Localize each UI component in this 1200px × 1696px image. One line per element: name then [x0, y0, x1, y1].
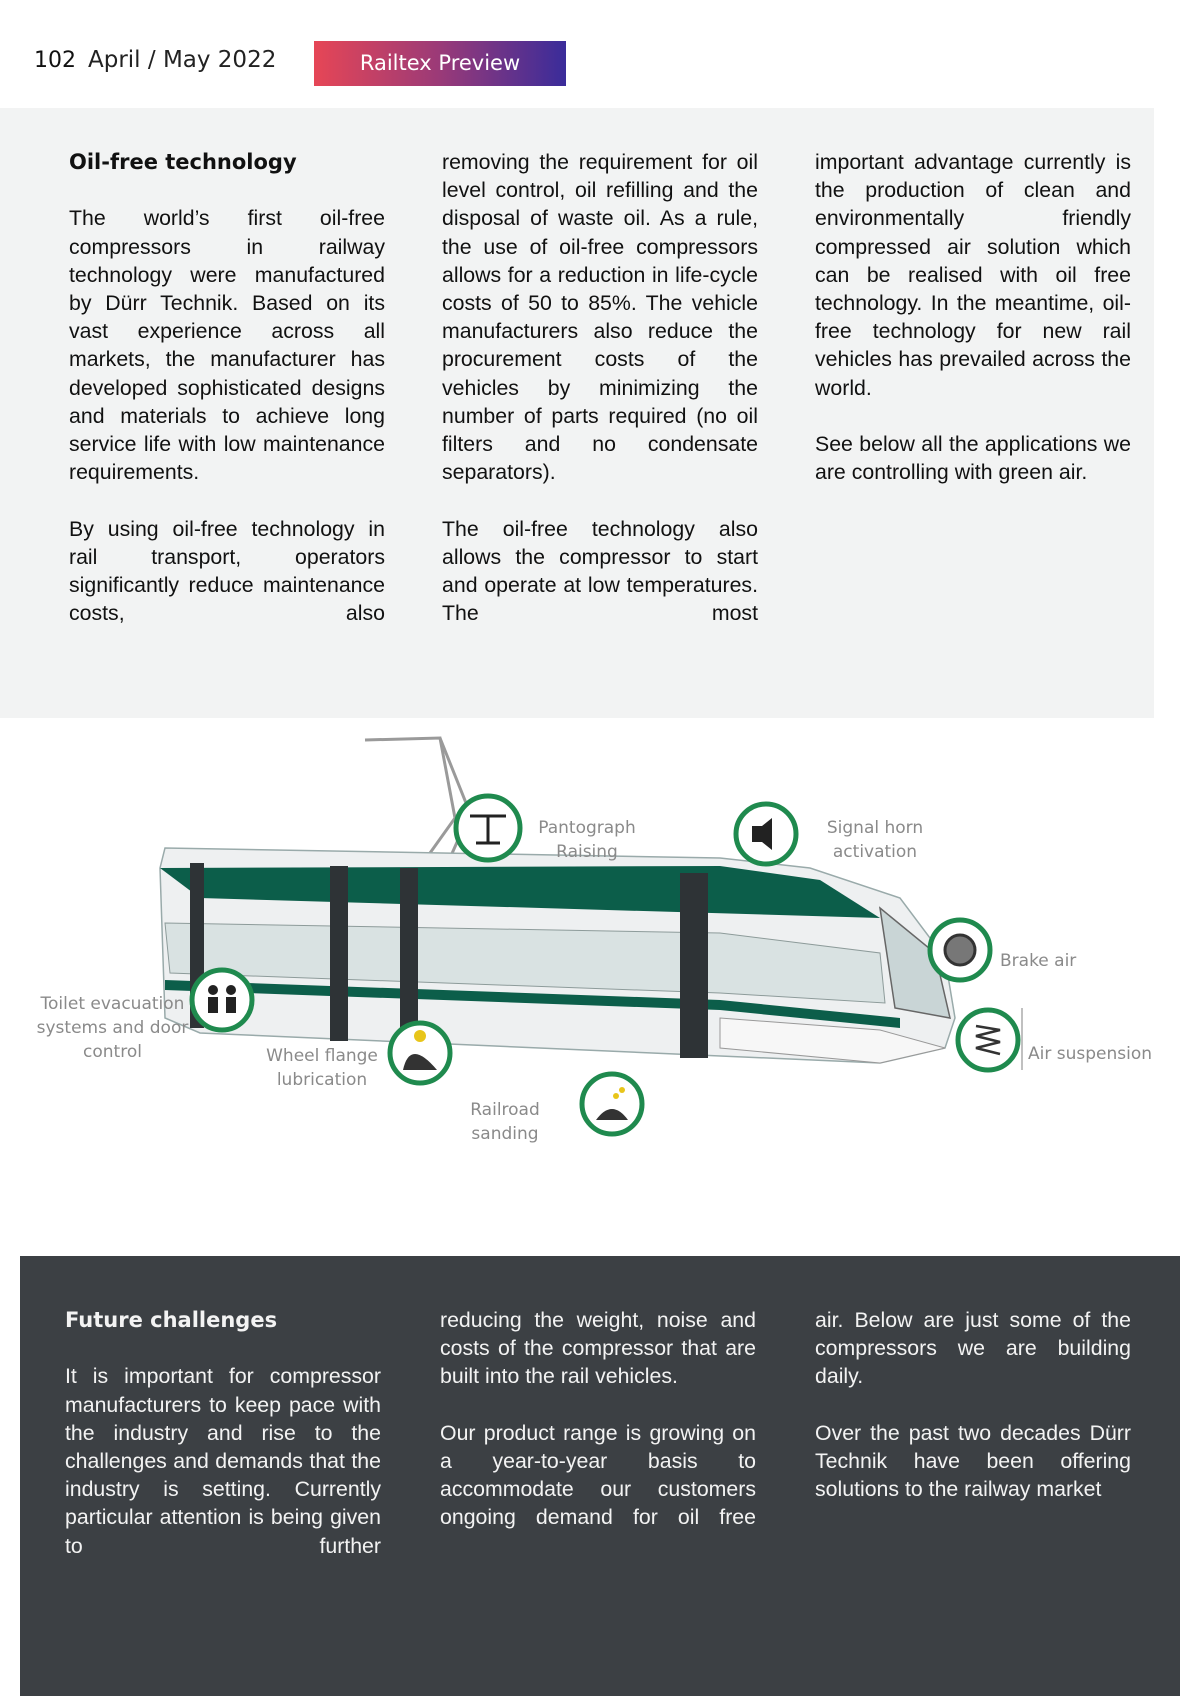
callout-line: Signal horn: [826, 818, 924, 838]
oil-free-heading: Oil-free technology: [69, 150, 297, 174]
paragraph: removing the requirement for oil level control, oil refilling and the disposal of waste oil. As a rule, the use of oil-free compressors allows for a reduction in life-cycle costs of 50 to 85%. The vehicle manufacturers also reduce the procurement costs of the vehicles by minimizing the number of parts required (no oil filters and no condensate separators).: [442, 150, 758, 485]
future-column-3: [815, 1306, 1131, 1532]
callout-line: Toilet evacuation: [40, 994, 185, 1014]
callout-line: sanding: [471, 1124, 539, 1144]
oil-free-column-3: [815, 148, 1131, 515]
railroad-sanding-icon: [582, 1074, 642, 1134]
paragraph: reducing the weight, noise and costs of the compressor that are built into the rail vehicles.: [440, 1308, 756, 1389]
paragraph: air. Below are just some of the compressors we are building daily.: [815, 1308, 1131, 1389]
signal-horn-icon: [736, 804, 796, 864]
issue-date: April / May 2022: [88, 47, 277, 73]
paragraph: By using oil-free technology in rail transport, operators significantly reduce maintenance costs, also: [69, 516, 385, 626]
paragraph: Over the past two decades Dürr Technik have been offering solutions to the railway market: [815, 1420, 1131, 1502]
brake-air-icon: [930, 920, 990, 980]
callout-line: lubrication: [276, 1070, 368, 1090]
section-badge: Railtex Preview: [314, 41, 566, 86]
callout-line: activation: [832, 842, 918, 862]
callout-line: Pantograph: [538, 818, 636, 838]
signal-horn-callout: [810, 816, 940, 864]
paragraph: Our product range is growing on a year-to-year basis to accommodate our customers ongoing demand for oil free: [440, 1420, 756, 1530]
brake-air-callout: [1000, 949, 1090, 973]
future-heading: Future challenges: [65, 1308, 278, 1332]
callout-line: Raising: [556, 842, 618, 862]
tram-applications-illustration: [0, 718, 1200, 1158]
callout-line: Brake air: [1000, 951, 1077, 971]
pantograph-callout: [532, 816, 642, 864]
paragraph: important advantage currently is the production of clean and environmentally friendly compressed air solution which can be realised with oil free technology. In the meantime, oil-free technology for new rail vehicles has prevailed across the world.: [815, 150, 1131, 400]
callout-line: Railroad: [470, 1100, 540, 1120]
paragraph: The oil-free technology also allows the compressor to start and operate at low temperatures. The most: [442, 516, 758, 626]
air-suspension-icon: [958, 1010, 1018, 1070]
pantograph-icon: [456, 796, 520, 860]
callout-line: control: [83, 1042, 142, 1062]
railroad-sanding-callout: [460, 1098, 550, 1146]
oil-free-column-2: [442, 148, 758, 656]
toilet-door-icon: [192, 970, 252, 1030]
callout-line: Air suspension: [1028, 1044, 1153, 1064]
toilet-evacuation-callout: [30, 992, 195, 1064]
air-suspension-callout: [1028, 1042, 1178, 1066]
paragraph: It is important for compressor manufacturers to keep pace with the industry and rise to the challenges and demands that the industry is setting. Currently particular attention is being given to further: [65, 1364, 381, 1558]
paragraph: The world’s first oil-free compressors in railway technology were manufactured by Dürr Technik. Based on its vast experience across all markets, the manufacturer has developed sophisticated designs and materials to achieve long service life with low maintenance requirements.: [69, 206, 385, 485]
tram-body: [160, 848, 955, 1063]
wheel-flange-icon: [390, 1023, 450, 1083]
paragraph: See below all the applications we are controlling with green air.: [815, 432, 1131, 485]
callout-line: systems and door: [36, 1018, 189, 1038]
oil-free-column-1: [69, 148, 385, 656]
page-header: [0, 0, 1200, 108]
page-number: 102: [34, 48, 76, 73]
future-column-2: [440, 1306, 756, 1560]
callout-line: Wheel flange: [266, 1046, 378, 1066]
tram-drawing: [0, 718, 1200, 1158]
wheel-flange-callout: [262, 1044, 382, 1092]
future-column-1: [65, 1306, 381, 1588]
